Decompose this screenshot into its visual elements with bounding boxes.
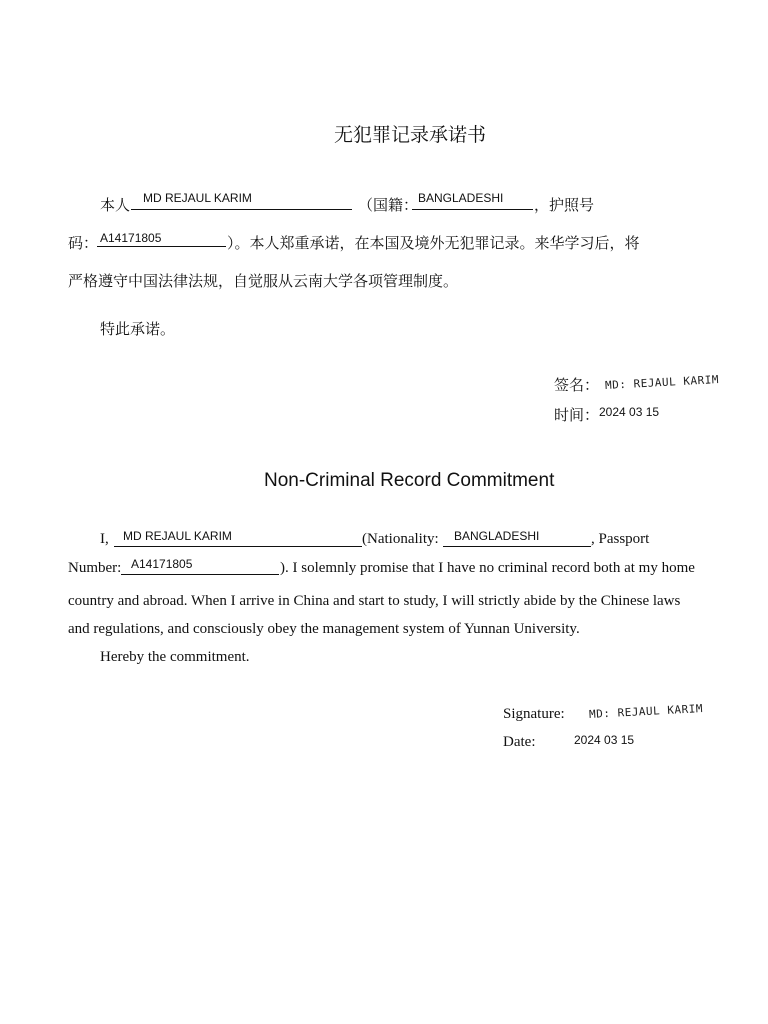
cn-passport-label: ，护照号 [534,196,595,214]
cn-nationality-label: （国籍： [358,196,419,214]
en-passport-field[interactable]: A14171805 [131,557,193,571]
en-number-label: Number: [68,560,122,576]
en-date-label: Date: [503,734,536,750]
en-paragraph-line3: country and abroad. When I arrive in China and start to study, I will strictly abide by the Chinese laws [68,593,681,609]
cn-paragraph-line3: 严格遵守中国法律法规，自觉服从云南大学各项管理制度。 [68,272,459,290]
en-nationality-underline [443,546,591,547]
english-title: Non-Criminal Record Commitment [264,470,555,491]
en-paragraph-line2: ). I solemnly promise that I have no criminal record both at my home [280,560,695,576]
en-signature: MD: REJAUL KARIM [588,702,704,721]
cn-signature: MD: REJAUL KARIM [604,373,720,392]
en-name-underline [114,546,362,547]
cn-paragraph-line2: ）。本人郑重承诺，在本国及境外无犯罪记录。来华学习后，将 [227,234,640,252]
cn-nationality-field[interactable]: BANGLADESHI [418,191,504,205]
cn-passport-field[interactable]: A14171805 [100,231,162,245]
en-name-field[interactable]: MD REJAUL KARIM [123,529,232,543]
cn-name-underline [131,209,352,210]
cn-date-value: 2024 03 15 [599,405,660,419]
en-passport-underline [121,574,279,575]
en-passport-label: , Passport [591,531,650,547]
cn-passport-underline [97,246,226,247]
en-nationality-label: (Nationality: [362,531,439,547]
cn-nationality-underline [412,209,533,210]
en-i-label: I, [100,531,109,547]
en-signature-label: Signature: [503,706,565,722]
en-paragraph-line4: and regulations, and consciously obey the management system of Yunnan University. [68,621,580,637]
en-nationality-field[interactable]: BANGLADESHI [454,529,540,543]
cn-name-field[interactable]: MD REJAUL KARIM [143,191,252,205]
cn-signature-label: 签名： [554,376,600,394]
chinese-title: 无犯罪记录承诺书 [334,124,487,146]
cn-closing: 特此承诺。 [100,320,176,338]
en-date-value: 2024 03 15 [574,733,635,747]
en-closing: Hereby the commitment. [100,649,250,665]
cn-passport-prefix: 码： [68,234,99,252]
cn-name-prefix: 本人 [100,196,131,214]
cn-date-label: 时间： [554,406,600,424]
